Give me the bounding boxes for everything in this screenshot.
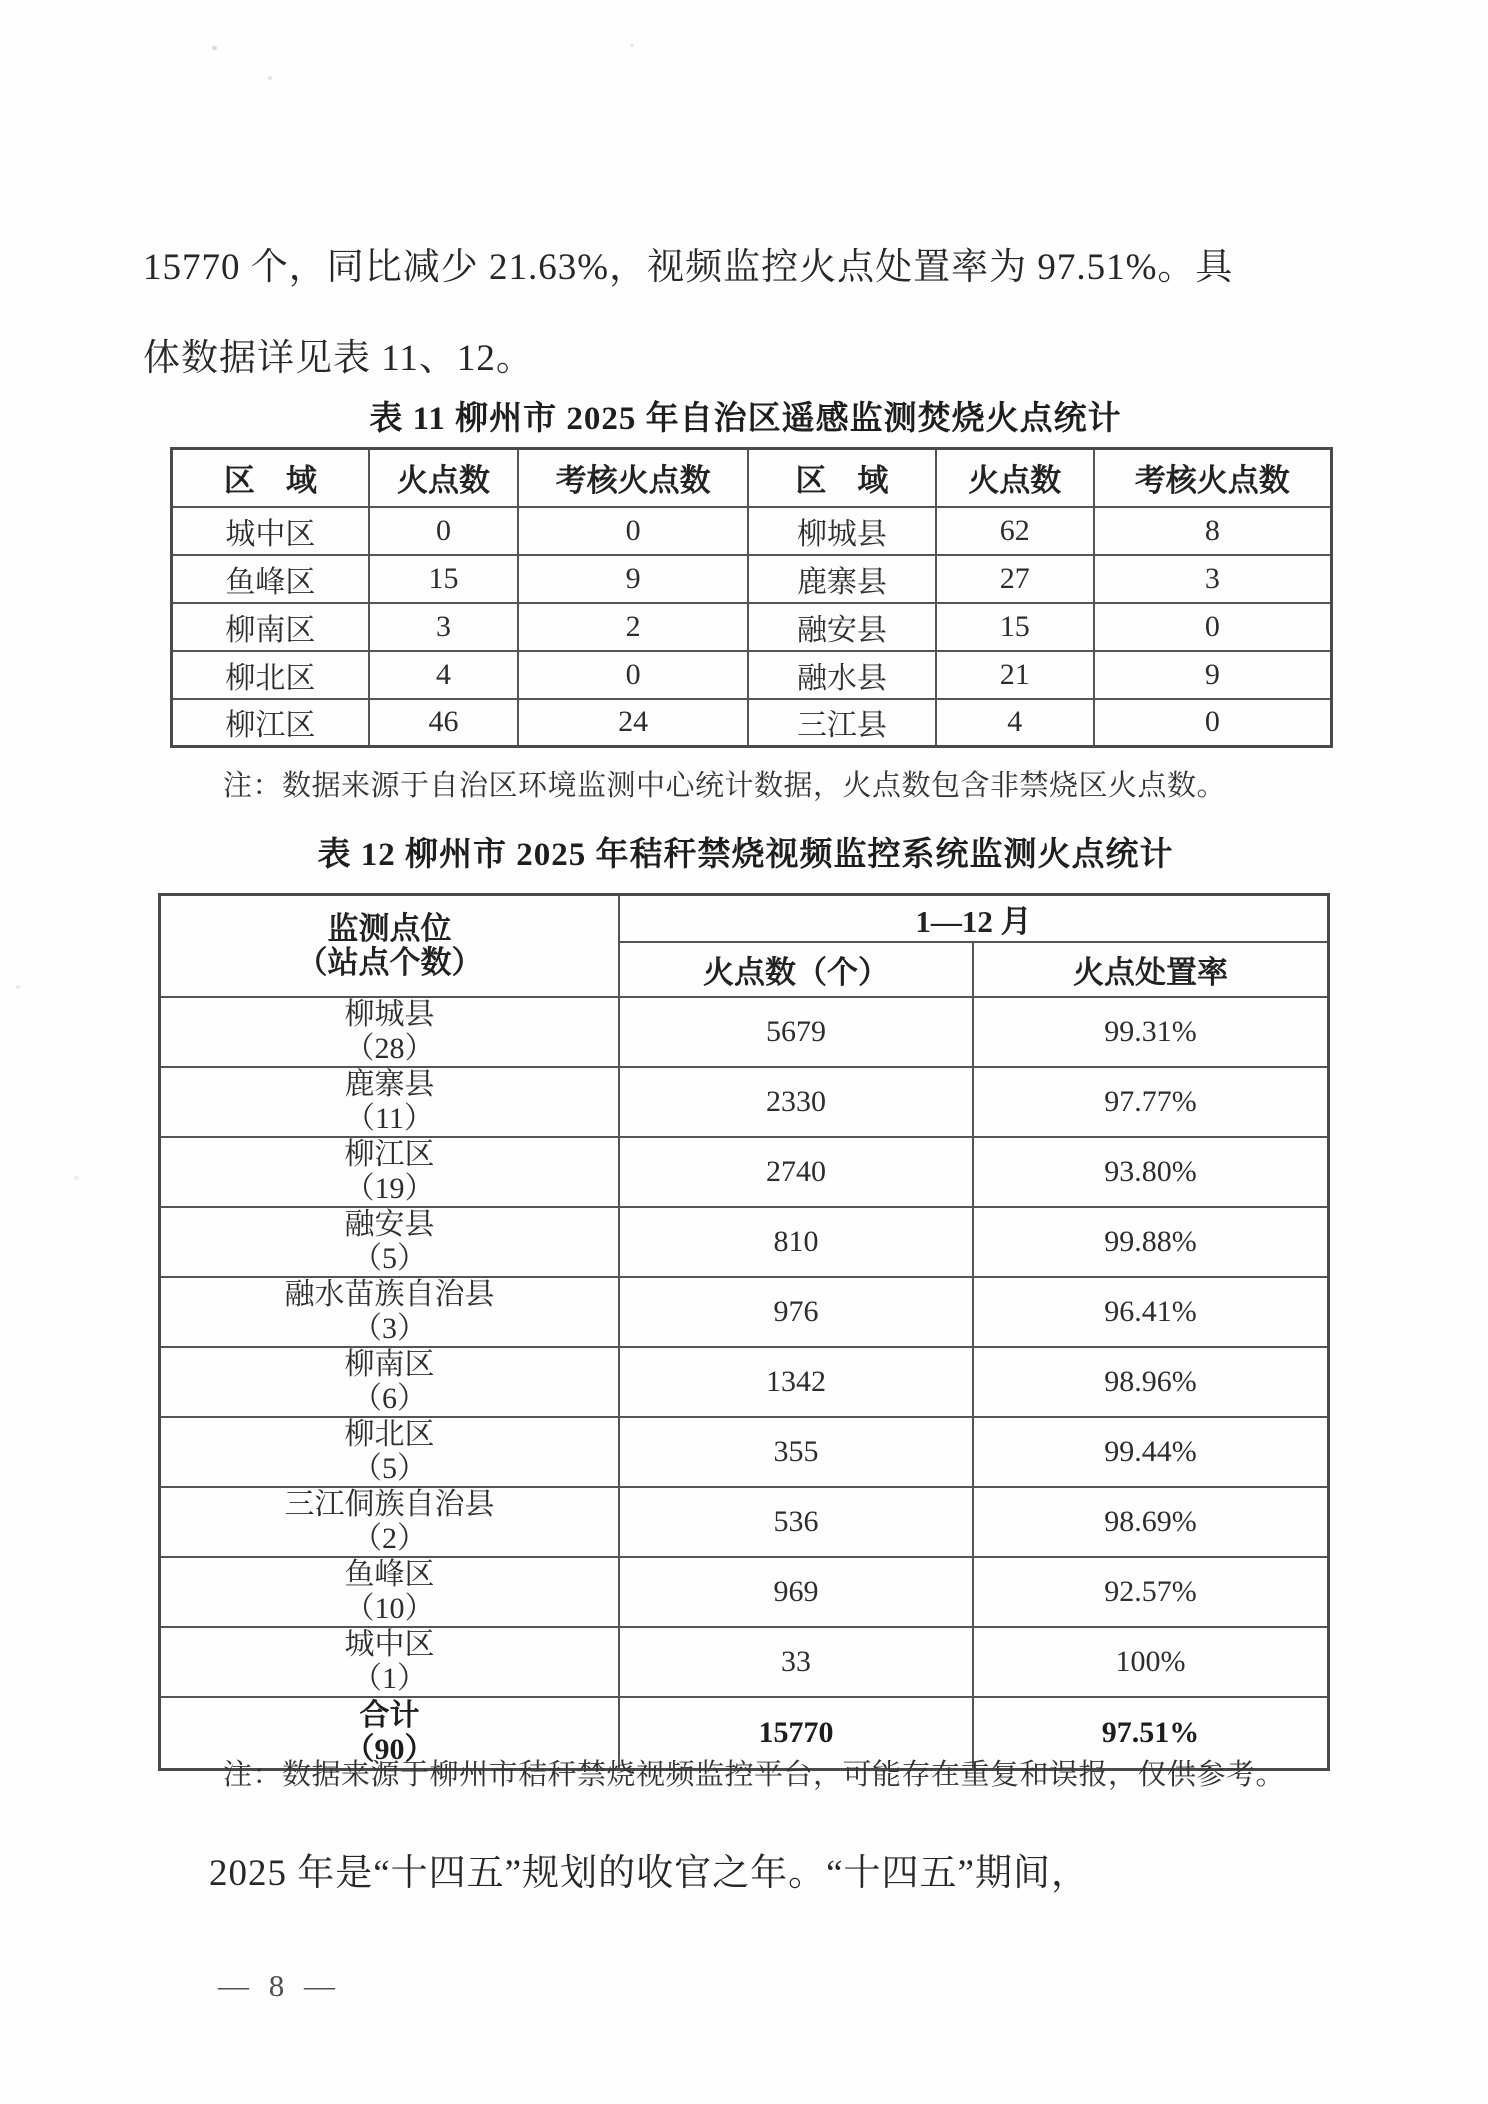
fires-cell: 3: [369, 603, 519, 651]
table-row: [172, 651, 1332, 699]
fires-cell: 0: [369, 507, 519, 555]
station-cell: [160, 1347, 619, 1417]
fires-cell: 2740: [619, 1137, 973, 1207]
fires-cell: 62: [936, 507, 1094, 555]
station-header-line-2: （站点个数）: [296, 945, 483, 980]
closing-line-1: 2025 年是“十四五”规划的收官之年。“十四五”期间，: [209, 1853, 1089, 1894]
scan-speck: [268, 76, 272, 80]
fires-cell: 15: [369, 555, 519, 603]
table-row: [160, 1627, 1329, 1697]
table-row: [160, 1557, 1329, 1627]
table12-header-row-1: [160, 895, 1329, 943]
scan-speck: [212, 46, 217, 50]
table11-header-cell: 考核火点数: [518, 449, 748, 507]
table11-title: 表 11 柳州市 2025 年自治区遥感监测焚烧火点统计: [369, 401, 1122, 437]
station-cell: [160, 1277, 619, 1347]
table11-header-cell: 区 域: [172, 449, 369, 507]
station-count: （1）: [351, 1662, 427, 1695]
fires-cell: 1342: [619, 1347, 973, 1417]
table11-note: 注：数据来源于自治区环境监测中心统计数据，火点数包含非禁烧区火点数。: [223, 770, 1227, 802]
rate-cell: 96.41%: [973, 1277, 1328, 1347]
fires-cell: 810: [619, 1207, 973, 1277]
station-cell: [160, 1207, 619, 1277]
station-count: （2）: [351, 1522, 427, 1555]
station-name: 融水苗族自治县: [284, 1278, 495, 1311]
station-cell: [160, 1137, 619, 1207]
region-cell: 鱼峰区: [172, 555, 369, 603]
region-cell: 柳南区: [172, 603, 369, 651]
assessed-fires-cell: 0: [518, 507, 748, 555]
assessed-fires-cell: 0: [1094, 603, 1332, 651]
scan-speck: [16, 985, 20, 989]
table12-fires-header: 火点数（个）: [619, 942, 973, 997]
fires-cell: 536: [619, 1487, 973, 1557]
station-cell: [160, 1557, 619, 1627]
table11-header-cell: 区 域: [748, 449, 936, 507]
station-count: （5）: [351, 1242, 427, 1275]
station-cell: [160, 1627, 619, 1697]
table12: [158, 893, 1330, 1771]
rate-cell: 100%: [973, 1627, 1328, 1697]
station-cell: [160, 1067, 619, 1137]
total-station-count: （90）: [344, 1732, 435, 1766]
fires-cell: 5679: [619, 997, 973, 1067]
table-row: [160, 1207, 1329, 1277]
assessed-fires-cell: 9: [518, 555, 748, 603]
table12-rate-header: 火点处置率: [973, 942, 1328, 997]
station-name: 融安县: [344, 1208, 435, 1241]
table12-title: 表 12 柳州市 2025 年秸秆禁烧视频监控系统监测火点统计: [317, 837, 1174, 873]
region-cell: 柳城县: [748, 507, 936, 555]
station-name: 柳城县: [344, 998, 435, 1031]
rate-cell: 98.69%: [973, 1487, 1328, 1557]
table11-header-cell: 考核火点数: [1094, 449, 1332, 507]
station-cell: [160, 1487, 619, 1557]
table12-station-header: [160, 895, 619, 998]
rate-cell: 97.77%: [973, 1067, 1328, 1137]
assessed-fires-cell: 24: [518, 699, 748, 747]
fires-cell: 46: [369, 699, 519, 747]
station-count: （28）: [344, 1032, 435, 1065]
station-name: 柳北区: [344, 1418, 435, 1451]
station-name: 城中区: [344, 1628, 435, 1661]
table-row: [160, 1347, 1329, 1417]
table-row: [160, 1137, 1329, 1207]
table-row: [160, 1487, 1329, 1557]
table-row: [160, 1277, 1329, 1347]
region-cell: 城中区: [172, 507, 369, 555]
rate-cell: 93.80%: [973, 1137, 1328, 1207]
table-row: [172, 507, 1332, 555]
region-cell: 三江县: [748, 699, 936, 747]
fires-cell: 33: [619, 1627, 973, 1697]
station-count: （6）: [351, 1382, 427, 1415]
assessed-fires-cell: 0: [518, 651, 748, 699]
fires-cell: 4: [936, 699, 1094, 747]
scan-speck: [630, 44, 634, 47]
assessed-fires-cell: 2: [518, 603, 748, 651]
assessed-fires-cell: 3: [1094, 555, 1332, 603]
station-count: （5）: [351, 1452, 427, 1485]
region-cell: 柳江区: [172, 699, 369, 747]
table12-month-span-header: 1—12 月: [619, 895, 1329, 943]
intro-line-1: 15770 个，同比减少 21.63%，视频监控火点处置率为 97.51%。具: [143, 247, 1234, 288]
station-count: （10）: [344, 1592, 435, 1625]
region-cell: 融水县: [748, 651, 936, 699]
intro-paragraph: [143, 222, 1348, 404]
fires-cell: 27: [936, 555, 1094, 603]
station-name: 三江侗族自治县: [284, 1488, 495, 1521]
fires-cell: 4: [369, 651, 519, 699]
table12-note: 注：数据来源于柳州市秸秆禁烧视频监控平台，可能存在重复和误报，仅供参考。: [223, 1759, 1286, 1791]
table-row: [160, 997, 1329, 1067]
fires-cell: 2330: [619, 1067, 973, 1137]
assessed-fires-cell: 9: [1094, 651, 1332, 699]
table11-header-cell: 火点数: [936, 449, 1094, 507]
region-cell: 鹿寨县: [748, 555, 936, 603]
rate-cell: 99.88%: [973, 1207, 1328, 1277]
assessed-fires-cell: 8: [1094, 507, 1332, 555]
total-rate-cell: 97.51%: [973, 1697, 1328, 1769]
fires-cell: 21: [936, 651, 1094, 699]
closing-paragraph: [143, 1828, 1348, 1919]
table-row: [172, 603, 1332, 651]
assessed-fires-cell: 0: [1094, 699, 1332, 747]
station-name: 鱼峰区: [344, 1558, 435, 1591]
intro-line-2: 体数据详见表 11、12。: [143, 338, 534, 379]
fires-cell: 976: [619, 1277, 973, 1347]
rate-cell: 92.57%: [973, 1557, 1328, 1627]
station-name: 柳江区: [344, 1138, 435, 1171]
total-label: 合计: [359, 1698, 420, 1732]
fires-cell: 15: [936, 603, 1094, 651]
region-cell: 柳北区: [172, 651, 369, 699]
table-row: [172, 699, 1332, 747]
table11: [170, 447, 1333, 748]
station-cell: [160, 997, 619, 1067]
station-count: （3）: [351, 1312, 427, 1345]
station-count: （11）: [345, 1102, 434, 1135]
rate-cell: 99.31%: [973, 997, 1328, 1067]
fires-cell: 969: [619, 1557, 973, 1627]
table-row: [160, 1067, 1329, 1137]
station-name: 鹿寨县: [344, 1068, 435, 1101]
table11-header-cell: 火点数: [369, 449, 519, 507]
scan-speck: [74, 1176, 79, 1180]
table-row: [160, 1417, 1329, 1487]
station-name: 柳南区: [344, 1348, 435, 1381]
rate-cell: 98.96%: [973, 1347, 1328, 1417]
fires-cell: 355: [619, 1417, 973, 1487]
rate-cell: 99.44%: [973, 1417, 1328, 1487]
page-number: — 8 —: [218, 1968, 341, 2003]
total-fires-cell: 15770: [619, 1697, 973, 1769]
station-count: （19）: [344, 1172, 435, 1205]
region-cell: 融安县: [748, 603, 936, 651]
station-header-line-1: 监测点位: [327, 911, 452, 946]
station-cell: [160, 1417, 619, 1487]
table11-header-row: [172, 449, 1332, 507]
table-row: [172, 555, 1332, 603]
